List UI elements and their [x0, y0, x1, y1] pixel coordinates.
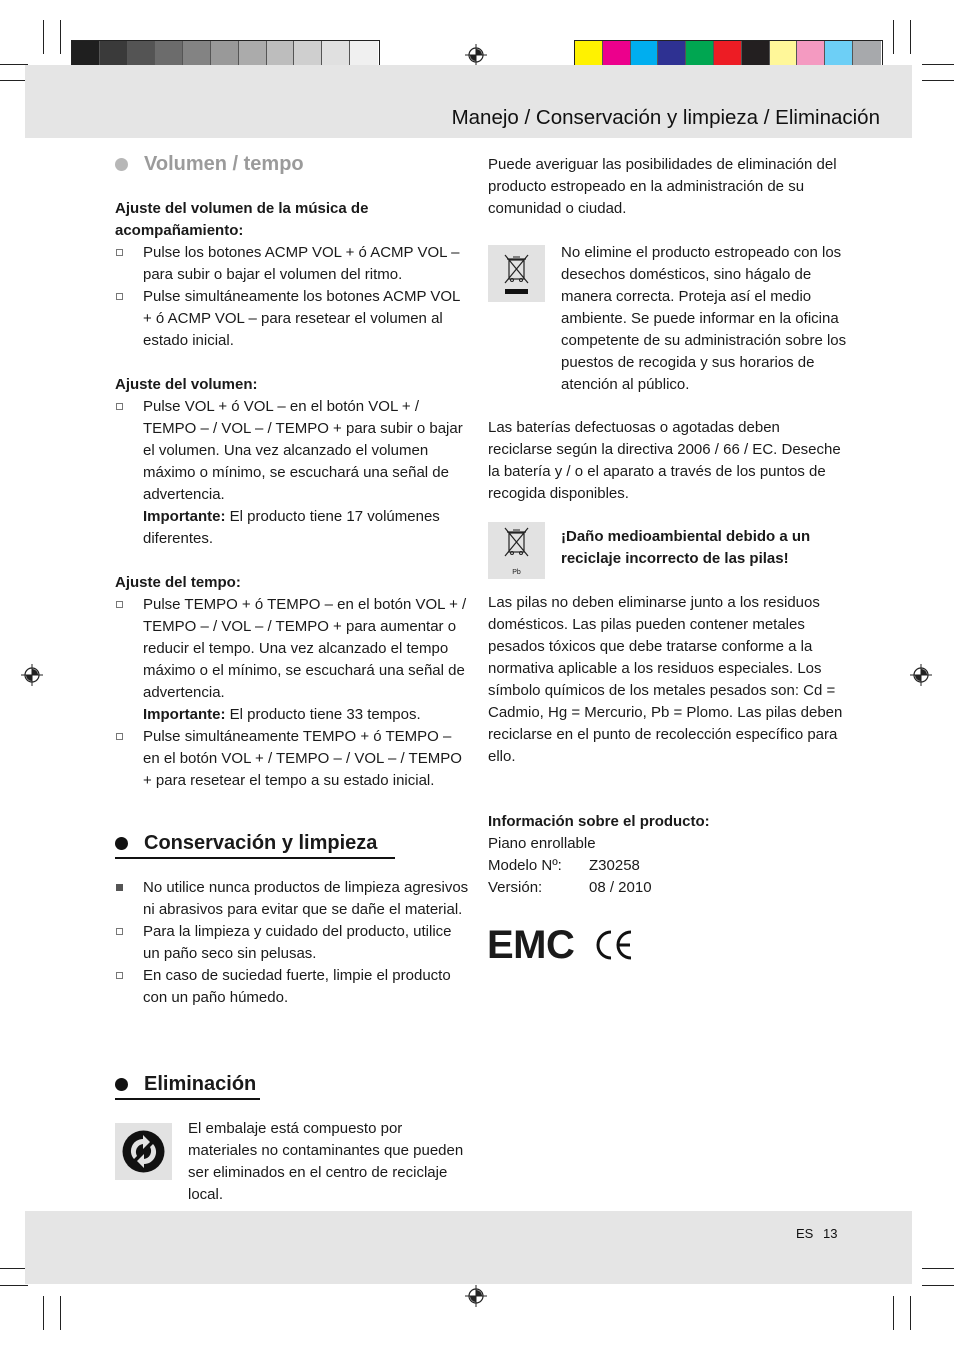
checkbox-square-icon: [116, 928, 123, 935]
green-dot-recycling-icon: [115, 1123, 172, 1180]
crop-mark: [43, 1296, 44, 1330]
color-swatch: [658, 41, 686, 68]
heading-underline: [115, 1098, 260, 1100]
note: Importante: El producto tiene 17 volúmenes diferentes.: [143, 508, 440, 547]
packaging-text: El embalaje está compuesto por materiales no contaminantes que pueden ser eliminados en el centro de reciclaje local.: [188, 1120, 464, 1203]
pilas-text: Las pilas no deben eliminarse junto a los residuos domésticos. Las pilas pueden contener metales pesados tóxicos que debe tratarse conforme a la normativa aplicable a los residuos especiales. Los símbolo químicos de los metales pesados son: Cd = Cadmio, Hg = Mercurio, Pb = Plomo. Las pilas deben reciclarse en el punto de recolección específico para ello.: [488, 594, 843, 765]
color-swatch: [183, 41, 211, 68]
page-title: Manejo / Conservación y limpieza / Eliminación: [451, 106, 880, 129]
color-swatch: [211, 41, 239, 68]
bullet-dot-icon: [115, 1078, 128, 1091]
checkbox-square-icon: [116, 733, 123, 740]
color-swatch: [714, 41, 742, 68]
model-row: Modelo Nº: Z30258: [488, 857, 640, 874]
list-item: Pulse TEMPO + ó TEMPO – en el botón VOL + / TEMPO – / VOL – / TEMPO + para aumentar o reducir el tempo. Una vez alcanzado el tempo máximo o el mínimo, se escuchará una señal de advertencia.: [115, 594, 470, 704]
product-name: Piano enrollable: [488, 835, 596, 852]
list-item: Pulse simultáneamente los botones ACMP VOL + ó ACMP VOL – para resetear el volumen al estado inicial.: [115, 286, 470, 352]
color-swatch: [825, 41, 853, 68]
color-swatch: [267, 41, 295, 68]
color-swatch: [770, 41, 798, 68]
crop-mark: [0, 1285, 28, 1286]
footer-band: [25, 1211, 912, 1284]
battery-disposal-pb-icon: [488, 522, 545, 579]
crop-mark: [910, 20, 911, 54]
crop-mark: [922, 1285, 954, 1286]
list-item: Pulse simultáneamente TEMPO + ó TEMPO – en el botón VOL + / TEMPO – / VOL – / TEMPO + para resetear el tempo a su estado inicial.: [115, 726, 470, 792]
crop-mark: [922, 64, 954, 65]
section-heading-eliminacion: Eliminación: [115, 1070, 470, 1098]
crop-mark: [893, 20, 894, 54]
crop-mark: [893, 1296, 894, 1330]
bullet-dot-icon: [115, 837, 128, 850]
product-info: [488, 811, 848, 899]
color-swatch: [742, 41, 770, 68]
checkbox-square-icon: [116, 403, 123, 410]
color-swatch: [797, 41, 825, 68]
version-row: Versión: 08 / 2010: [488, 879, 652, 896]
list-item: Pulse VOL + ó VOL – en el botón VOL + / TEMPO – / VOL – / TEMPO + para subir o bajar el volumen. Una vez alcanzado el volumen máximo o mínimo, se escuchará una señal de advertencia.: [115, 396, 470, 506]
batteries-text: Las baterías defectuosas o agotadas deben reciclarse según la directiva 2006 / 66 / EC. Deseche la batería y / o el aparato a través de los puntos de recogida disponibles.: [488, 419, 841, 502]
checkbox-square-icon: [116, 249, 123, 256]
checkbox-square-icon: [116, 601, 123, 608]
checkbox-square-icon: [116, 972, 123, 979]
crop-mark: [910, 1296, 911, 1330]
left-column: [115, 150, 470, 792]
registration-mark-icon: [910, 664, 932, 686]
subheading-acomp: Ajuste del volumen de la música de acompañamiento:: [115, 200, 369, 239]
section-heading-volumen: Volumen / tempo: [115, 150, 470, 178]
filled-square-icon: [116, 884, 123, 891]
registration-mark-icon: [465, 1285, 487, 1307]
emc-logo: EMC: [487, 923, 575, 967]
list-item: Pulse los botones ACMP VOL + ó ACMP VOL – para subir o bajar el volumen del ritmo.: [115, 242, 470, 286]
ce-mark-icon: [593, 929, 635, 961]
color-swatch: [686, 41, 714, 68]
crop-mark: [0, 1268, 28, 1269]
weee-crossed-bin-icon: [488, 245, 545, 302]
right-intro: Puede averiguar las posibilidades de eliminación del producto estropeado en la administración de su comunidad o ciudad.: [488, 156, 837, 217]
color-swatch: [631, 41, 659, 68]
registration-mark-icon: [465, 44, 487, 66]
color-swatch: [294, 41, 322, 68]
product-info-heading: Información sobre el producto:: [488, 813, 710, 830]
crop-mark: [60, 1296, 61, 1330]
list-item: No utilice nunca productos de limpieza agresivos ni abrasivos para evitar que se dañe el material.: [115, 877, 470, 921]
color-swatch: [575, 41, 603, 68]
checkbox-square-icon: [116, 293, 123, 300]
color-swatch: [350, 41, 378, 68]
page-footer: ES 13: [796, 1226, 838, 1241]
color-swatch: [322, 41, 350, 68]
battery-warning: ¡Daño medioambiental debido a un reciclaje incorrecto de las pilas!: [561, 528, 811, 567]
list-item: En caso de suciedad fuerte, limpie el producto con un paño húmedo.: [115, 965, 470, 1009]
conservacion-list: [115, 877, 470, 1009]
weee-text: No elimine el producto estropeado con los desechos domésticos, sino hágalo de manera correcta. Proteja así el medio ambiente. Se puede informar en la oficina competente de su administración sobre los puestos de recogida y sus horarios de atención al público.: [561, 244, 847, 393]
crop-mark: [922, 1268, 954, 1269]
subheading-volumen: Ajuste del volumen:: [115, 376, 258, 393]
pb-label: Pb: [512, 569, 521, 576]
crop-mark: [0, 64, 28, 65]
crop-mark: [60, 20, 61, 54]
color-swatch: [155, 41, 183, 68]
crop-mark: [43, 20, 44, 54]
conservacion-section: [115, 829, 470, 857]
registration-mark-icon: [21, 664, 43, 686]
page-number: 13: [822, 1226, 838, 1241]
color-swatch: [239, 41, 267, 68]
color-swatch: [603, 41, 631, 68]
crop-mark: [0, 80, 28, 81]
color-swatch: [128, 41, 156, 68]
section-heading-conservacion: Conservación y limpieza: [115, 829, 470, 857]
note: Importante: El producto tiene 33 tempos.: [143, 706, 421, 723]
eliminacion-section: [115, 1070, 470, 1098]
crop-mark: [922, 80, 954, 81]
subheading-tempo: Ajuste del tempo:: [115, 574, 241, 591]
bullet-dot-icon: [115, 158, 128, 171]
color-swatch: [853, 41, 881, 68]
heading-underline: [115, 857, 395, 859]
color-swatch: [72, 41, 100, 68]
color-swatch: [100, 41, 128, 68]
list-item: Para la limpieza y cuidado del producto, utilice un paño seco sin pelusas.: [115, 921, 470, 965]
